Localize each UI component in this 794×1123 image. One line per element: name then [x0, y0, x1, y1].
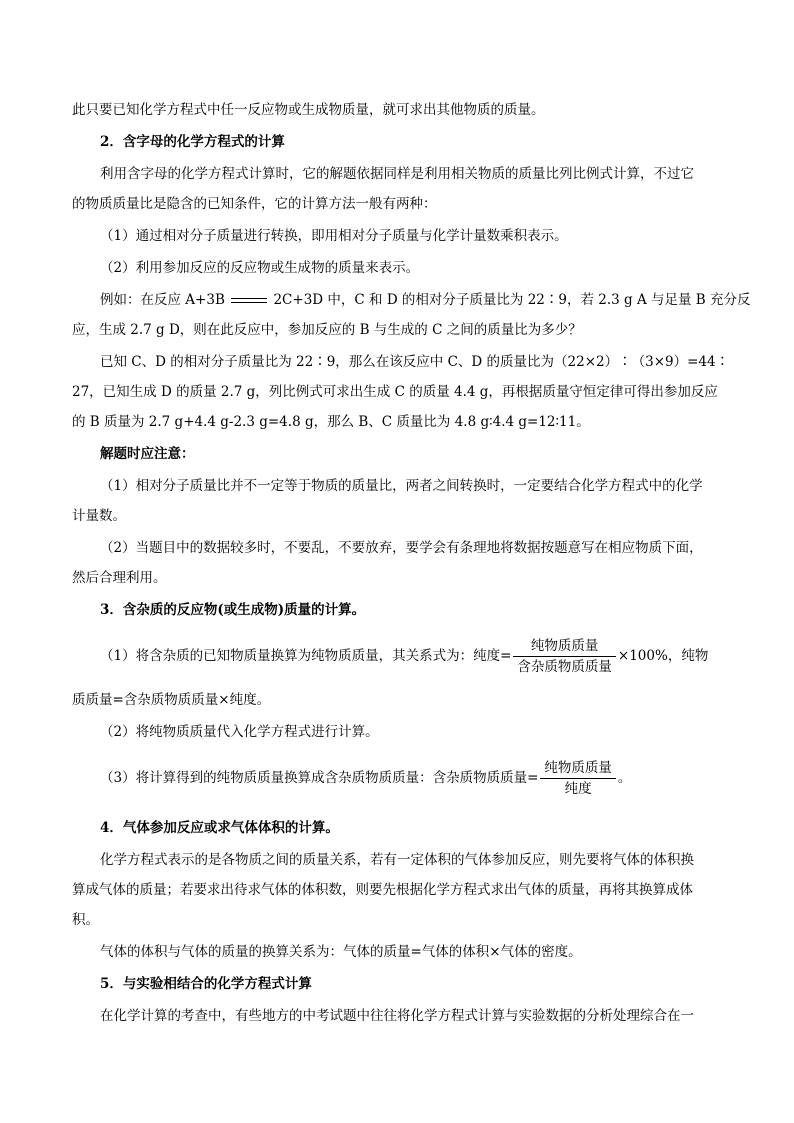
paragraph-line: 的物质质量比是隐含的已知条件，它的计算方法一般有两种： — [72, 196, 437, 212]
fraction-numerator: 纯物质质量 — [513, 637, 616, 657]
fraction-denominator: 含杂质物质质量 — [517, 659, 612, 675]
equation-sign — [231, 297, 267, 305]
purity-fraction — [513, 637, 616, 676]
solution-line: 已知 C、D 的相对分子质量比为 22∶9，那么在该反应中 C、D 的质量比为（22×2）∶（3×9）=44∶ — [100, 354, 730, 370]
example-text-b: 2C+3D 中，C 和 D 的相对分子质量比为 22∶9，若 2.3 g A 与足量 B 充分反 — [273, 292, 751, 308]
impurity-text: （3）将计算得到的纯物质质量换算成含杂质物质质量：含杂质物质质量= — [100, 770, 539, 786]
note-line: （2）当题目中的数据较多时，不要乱，不要放弃，要学会有条理地将数据按题意写在相应物质下面， — [100, 540, 703, 556]
impurity-line: 质质量=含杂质物质质量×纯度。 — [72, 692, 271, 708]
mass-fraction — [540, 759, 616, 798]
paragraph-line: 利用含字母的化学方程式计算时，它的解题依据同样是利用相关物质的质量比列比例式计算，不过它 — [100, 166, 694, 182]
method-2: （2）利用参加反应的反应物或生成物的质量来表示。 — [100, 260, 420, 276]
method-1: （1）通过相对分子质量进行转换，即用相对分子质量与化学计量数乘积表示。 — [100, 228, 568, 244]
impurity-line-3 — [100, 758, 760, 798]
solution-line: 27，已知生成 D 的质量 2.7 g，列比例式可求出生成 C 的质量 4.4 g，再根据质量守恒定律可得出参加反应 — [72, 384, 718, 400]
section-heading-3: 3．含杂质的反应物(或生成物)质量的计算。 — [100, 602, 366, 618]
gas-line: 积。 — [72, 912, 99, 928]
gas-line: 化学方程式表示的是各物质之间的质量关系，若有一定体积的气体参加反应，则先要将气体的体积换 — [100, 852, 694, 868]
impurity-line: （2）将纯物质质量代入化学方程式进行计算。 — [100, 724, 379, 740]
fraction-numerator: 纯物质质量 — [540, 759, 616, 779]
note-line: 然后合理利用。 — [72, 570, 167, 586]
section-heading-4: 4．气体参加反应或求气体体积的计算。 — [100, 820, 339, 836]
impurity-text: ×100%，纯物 — [617, 648, 709, 664]
example-text-a: 例如：在反应 A+3B — [100, 292, 225, 308]
paragraph-line: 此只要已知化学方程式中任一反应物或生成物质量，就可求出其他物质的质量。 — [72, 102, 545, 118]
note-line: 计量数。 — [72, 508, 126, 524]
experiment-line: 在化学计算的考查中，有些地方的中考试题中往往将化学方程式计算与实验数据的分析处理综合在一 — [100, 1008, 694, 1024]
fraction-denominator: 纯度 — [564, 781, 592, 797]
gas-line: 气体的体积与气体的质量的换算关系为：气体的质量=气体的体积×气体的密度。 — [100, 944, 582, 960]
impurity-text: （1）将含杂质的已知物质量换算为纯物质质量，其关系式为：纯度= — [100, 648, 512, 664]
note-heading: 解题时应注意： — [100, 446, 195, 462]
example-line — [100, 290, 760, 310]
section-heading-2: 2．含字母的化学方程式的计算 — [100, 134, 285, 150]
impurity-line-1 — [100, 636, 760, 676]
solution-line: 的 B 质量为 2.7 g+4.4 g-2.3 g=4.8 g，那么 B、C 质量比为 4.8 g∶4.4 g=12∶11。 — [72, 414, 590, 430]
section-heading-5: 5．与实验相结合的化学方程式计算 — [100, 976, 312, 992]
note-line: （1）相对分子质量比并不一定等于物质的质量比，两者之间转换时，一定要结合化学方程式中的化学 — [100, 478, 703, 494]
impurity-text: 。 — [617, 770, 632, 786]
gas-line: 算成气体的质量；若要求出待求气体的体积数，则要先根据化学方程式求出气体的质量，再将其换算成体 — [72, 882, 693, 898]
example-line: 应，生成 2.7 g D，则在此反应中，参加反应的 B 与生成的 C 之间的质量比为多少？ — [72, 322, 582, 338]
